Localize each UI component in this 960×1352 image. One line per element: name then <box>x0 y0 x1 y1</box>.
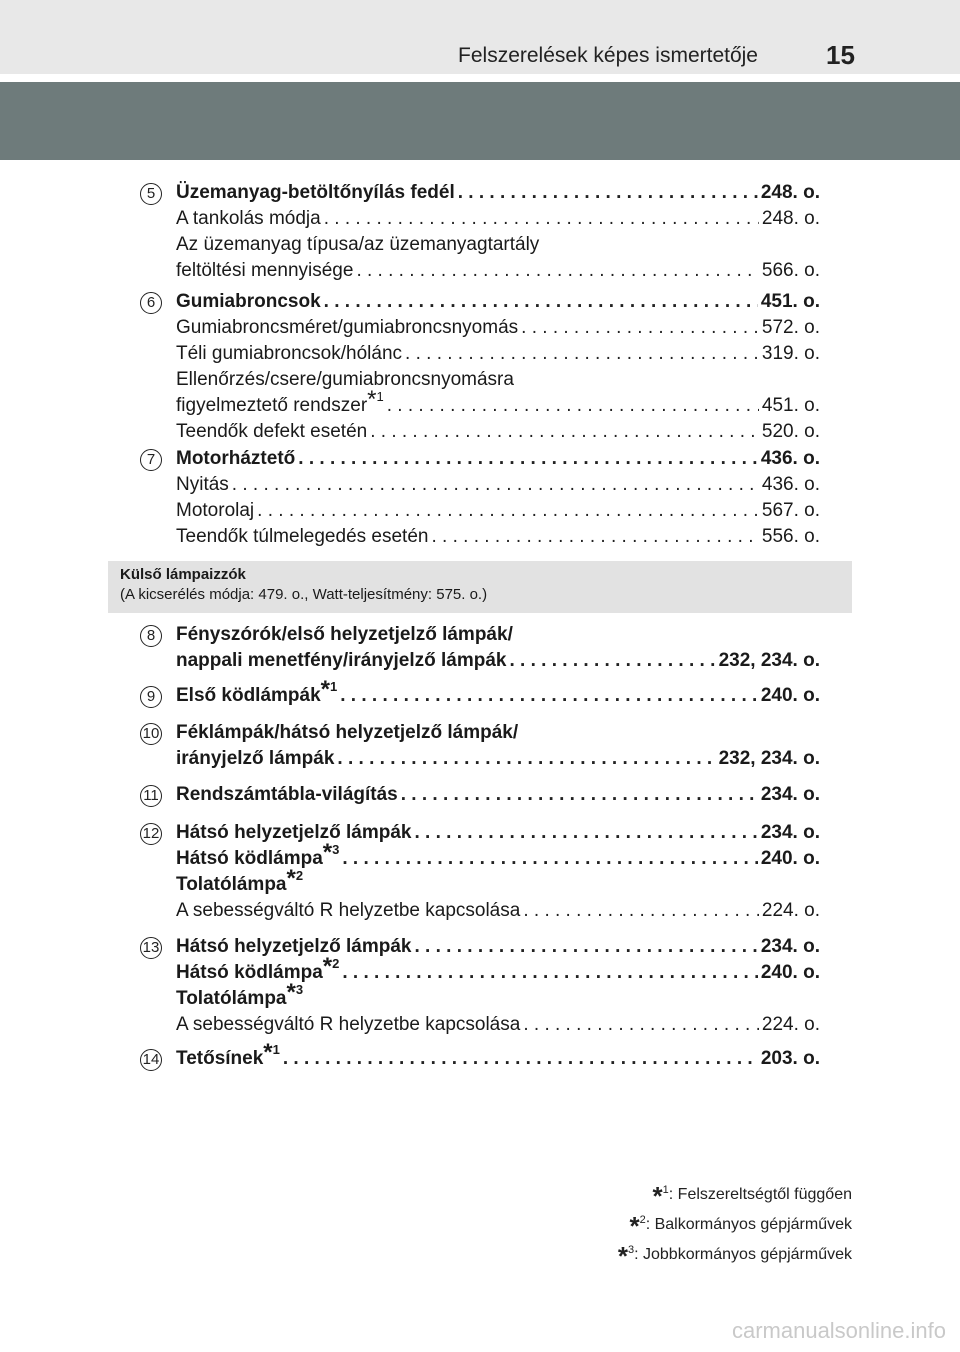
info-box-subtitle: (A kicserélés módja: 479. o., Watt-teljesítmény: 575. o.) <box>120 586 488 603</box>
page-reference: 451. o. <box>760 291 820 312</box>
dot-leader <box>337 746 715 772</box>
index-entry[interactable] <box>140 524 820 550</box>
index-group-6 <box>140 289 820 445</box>
info-box-exterior-bulbs <box>108 561 852 613</box>
footnote-marker: *1 <box>263 1038 280 1066</box>
page-reference: 234. o. <box>760 822 820 843</box>
dot-leader <box>387 393 759 419</box>
dot-leader <box>232 472 759 498</box>
entry-text: A sebességváltó R helyzetbe kapcsolása <box>176 900 521 921</box>
entry-text: Fényszórók/első helyzetjelző lámpák/ <box>176 624 513 645</box>
dot-leader <box>324 206 759 232</box>
page-number: 15 <box>826 40 855 70</box>
index-entry-continuation <box>140 367 820 393</box>
dot-leader <box>510 648 716 674</box>
index-entry[interactable] <box>140 782 820 808</box>
entry-text: figyelmeztető rendszer$^{*1}$ <box>176 385 384 416</box>
index-entry[interactable] <box>140 419 820 445</box>
page-reference: 240. o. <box>760 962 820 983</box>
entry-text: feltöltési mennyisége <box>176 260 354 281</box>
index-entry[interactable] <box>140 898 820 924</box>
dot-leader <box>342 960 758 986</box>
dot-leader <box>401 782 758 808</box>
entry-text: Féklámpák/hátsó helyzetjelző lámpák/ <box>176 722 519 743</box>
entry-text: Az üzemanyag típusa/az üzemanyagtartály <box>176 234 540 255</box>
dot-leader <box>340 683 758 709</box>
entry-text: A tankolás módja <box>176 208 321 229</box>
index-entry[interactable] <box>140 498 820 524</box>
entry-text: Motorolaj <box>176 500 255 521</box>
entry-text: irányjelző lámpák <box>176 748 335 769</box>
page-reference: 248. o. <box>761 208 820 229</box>
index-entry[interactable] <box>140 472 820 498</box>
footnote-marker: *3 <box>286 978 304 1006</box>
footnote-marker: *2 <box>286 864 304 892</box>
item-number-badge: 10 <box>140 723 162 745</box>
entry-text: Hátsó helyzetjelző lámpák <box>176 936 412 957</box>
index-entry[interactable] <box>140 446 820 472</box>
item-number-badge: 13 <box>140 937 162 959</box>
item-number-badge: 7 <box>140 449 162 471</box>
entry-text: Gumiabroncsméret/gumiabroncsnyomás <box>176 317 519 338</box>
item-number-badge: 8 <box>140 625 162 647</box>
entry-text: Rendszámtábla-világítás <box>176 784 398 805</box>
dot-leader <box>342 846 758 872</box>
page-reference: 234. o. <box>760 784 820 805</box>
page-reference: 520. o. <box>761 421 820 442</box>
dot-leader <box>523 1012 759 1038</box>
index-entry[interactable] <box>140 934 820 960</box>
header-strip <box>0 82 960 160</box>
dot-leader <box>431 524 758 550</box>
entry-text: Nyitás <box>176 474 229 495</box>
index-group-5 <box>140 180 820 284</box>
page-reference: 232, 234. o. <box>718 748 820 769</box>
index-entry[interactable] <box>140 289 820 315</box>
entry-text: Üzemanyag-betöltőnyílás fedél <box>176 182 455 203</box>
index-group-7 <box>140 446 820 550</box>
page-reference: 248. o. <box>760 182 820 203</box>
item-number-badge: 5 <box>140 183 162 205</box>
index-entry-continuation <box>140 978 820 1012</box>
footnote-marker: *3 <box>322 838 340 866</box>
index-entry[interactable] <box>140 315 820 341</box>
index-group-12 <box>140 820 820 924</box>
index-group-8 <box>140 622 820 674</box>
section-title: Felszerelések képes ismertetője <box>458 44 758 67</box>
page-reference: 451. o. <box>761 395 820 416</box>
entry-text: Teendők defekt esetén <box>176 421 368 442</box>
page-reference: 203. o. <box>760 1048 820 1069</box>
index-entry[interactable] <box>140 258 820 284</box>
page-reference: 572. o. <box>761 317 820 338</box>
page-reference: 556. o. <box>761 526 820 547</box>
index-group-10 <box>140 720 820 772</box>
dot-leader <box>370 419 759 445</box>
footnote: *$^1$: Felszereltségtől függően <box>652 1181 852 1211</box>
index-entry[interactable] <box>140 820 820 846</box>
dot-leader <box>414 820 757 846</box>
entry-text: A sebességváltó R helyzetbe kapcsolása <box>176 1014 521 1035</box>
index-entry-continuation <box>140 864 820 898</box>
page-reference: 224. o. <box>761 1014 820 1035</box>
dot-leader <box>414 934 757 960</box>
item-number-badge: 14 <box>140 1049 162 1071</box>
dot-leader <box>356 258 758 284</box>
dot-leader <box>521 315 759 341</box>
footnote-marker: *1 <box>367 385 384 413</box>
dot-leader <box>283 1046 758 1072</box>
index-entry[interactable] <box>140 341 820 367</box>
index-entry[interactable] <box>140 838 820 872</box>
index-entry-continuation <box>140 720 820 746</box>
entry-text: Tolatólámpa$^{*3}$ <box>176 978 304 1009</box>
index-group-14 <box>140 1038 820 1072</box>
page-reference: 436. o. <box>760 448 820 469</box>
entry-text: Hátsó ködlámpa$^{*2}$ <box>176 952 340 983</box>
dot-leader <box>298 446 758 472</box>
item-number-badge: 11 <box>140 785 162 807</box>
watermark: carmanualsonline.info <box>731 1318 946 1343</box>
index-entry[interactable] <box>140 385 820 419</box>
index-group-11 <box>140 782 820 808</box>
entry-text: Téli gumiabroncsok/hólánc <box>176 343 403 364</box>
index-entry[interactable] <box>140 952 820 986</box>
info-box-title: Külső lámpaizzók <box>120 566 246 583</box>
footnote-marker: *2 <box>322 952 340 980</box>
entry-text: Ellenőrzés/csere/gumiabroncsnyomásra <box>176 369 514 390</box>
index-entry[interactable] <box>140 746 820 772</box>
item-number-badge: 9 <box>140 686 162 708</box>
index-entry-continuation <box>140 622 820 648</box>
entry-text: Tolatólámpa$^{*2}$ <box>176 864 304 895</box>
footnote-marker: *1 <box>320 675 338 703</box>
footnotes <box>617 1178 852 1271</box>
index-entry[interactable] <box>140 648 820 674</box>
entry-text: Hátsó ködlámpa$^{*3}$ <box>176 838 340 869</box>
page-reference: 224. o. <box>761 900 820 921</box>
entry-text: nappali menetfény/irányjelző lámpák <box>176 650 507 671</box>
page-reference: 567. o. <box>761 500 820 521</box>
index-entry[interactable] <box>140 206 820 232</box>
page-reference: 566. o. <box>761 260 820 281</box>
index-group-9 <box>140 675 820 709</box>
index-entry[interactable] <box>140 180 820 206</box>
page-reference: 240. o. <box>760 685 820 706</box>
item-number-badge: 12 <box>140 823 162 845</box>
entry-text: Motorháztető <box>176 448 296 469</box>
dot-leader <box>523 898 759 924</box>
page-reference: 232, 234. o. <box>718 650 820 671</box>
dot-leader <box>324 289 758 315</box>
entry-text: Hátsó helyzetjelző lámpák <box>176 822 412 843</box>
footnote: *$^2$: Balkormányos gépjárművek <box>629 1211 852 1241</box>
page-reference: 234. o. <box>760 936 820 957</box>
entry-text: Teendők túlmelegedés esetén <box>176 526 429 547</box>
dot-leader <box>458 180 758 206</box>
dot-leader <box>405 341 759 367</box>
index-entry[interactable] <box>140 1012 820 1038</box>
dot-leader <box>257 498 759 524</box>
page-reference: 240. o. <box>760 848 820 869</box>
item-number-badge: 6 <box>140 292 162 314</box>
entry-text: Első ködlámpák$^{*1}$ <box>176 675 338 706</box>
page-reference: 436. o. <box>761 474 820 495</box>
footnote: *$^3$: Jobbkormányos gépjárművek <box>617 1241 852 1271</box>
page-reference: 319. o. <box>761 343 820 364</box>
index-entry[interactable] <box>140 1038 820 1072</box>
entry-text: Tetősínek$^{*1}$ <box>176 1038 280 1069</box>
index-entry[interactable] <box>140 675 820 709</box>
index-group-13 <box>140 934 820 1038</box>
entry-text: Gumiabroncsok <box>176 291 321 312</box>
index-entry-continuation <box>140 232 820 258</box>
